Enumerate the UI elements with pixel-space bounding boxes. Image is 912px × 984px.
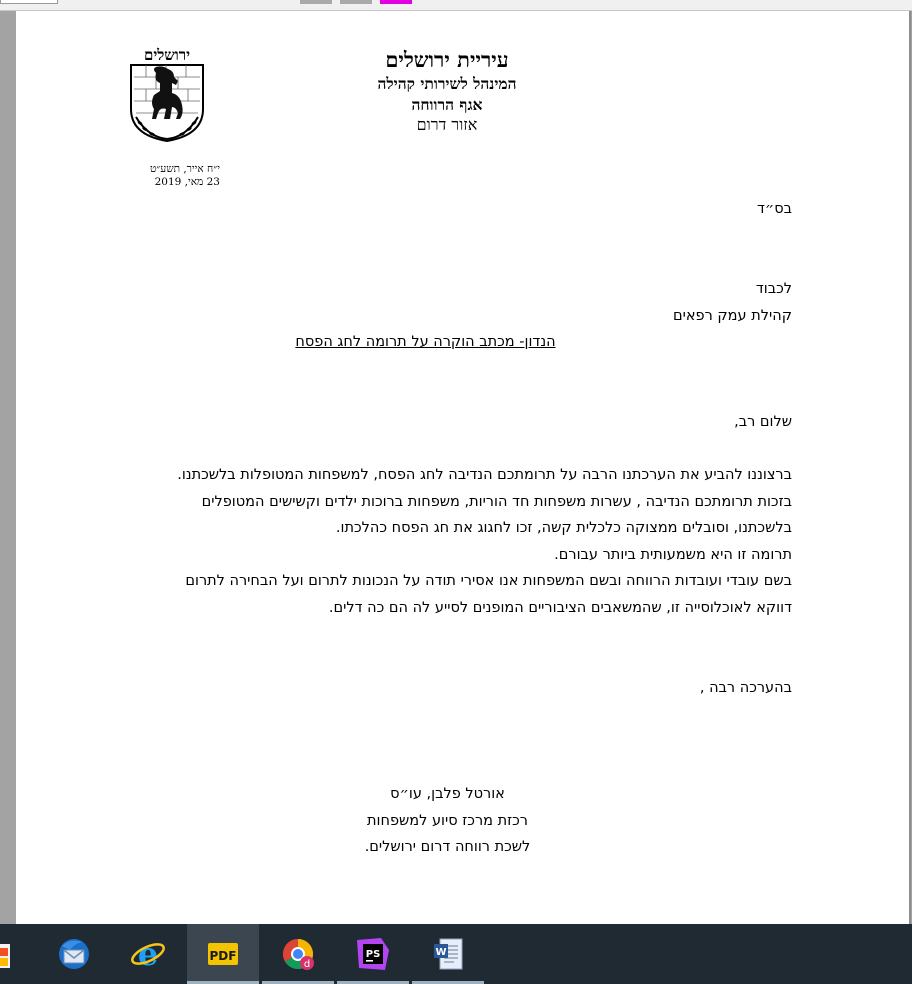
taskbar <box>0 924 912 984</box>
internet-explorer-icon <box>130 936 166 972</box>
toolbar-field[interactable] <box>0 0 58 4</box>
org-name: עיריית ירושלים <box>385 47 509 72</box>
taskbar-store[interactable] <box>0 924 18 984</box>
svg-text:PS: PS <box>365 949 381 960</box>
taskbar-chrome[interactable] <box>262 924 334 984</box>
svg-text:W: W <box>435 947 447 958</box>
signature-title: רכזת מרכז סיוע למשפחות <box>366 813 528 829</box>
pdf-reader-icon <box>205 936 241 972</box>
chrome-icon <box>280 936 316 972</box>
body-line: בזכות תרומתכם הנדיבה , עשרות משפחות חד הוריות, משפחות ברוכות ילדים וקשישים המטופלים <box>201 494 792 510</box>
taskbar-phpstorm[interactable] <box>337 924 409 984</box>
body-line: דווקא לאוכלוסייה זו, שהמשאבים הציבוריים המופנים לסייע לה הם כה דלים. <box>328 600 792 616</box>
toolbar-button-1[interactable] <box>300 0 332 4</box>
svg-text:d: d <box>303 959 311 970</box>
svg-text:e: e <box>137 936 159 972</box>
jerusalem-emblem-icon <box>126 47 208 143</box>
taskbar-pdf-reader[interactable] <box>187 924 259 984</box>
emblem-text: ירושלים <box>143 47 191 64</box>
body-line: בשם עובדי ועובדות הרווחה ובשם המשפחות אנו אסירי תודה על הנכונות לתרום ועל הבחירה לתרום <box>185 573 792 589</box>
org-region: אזור דרום <box>416 115 478 134</box>
date-hebrew: י״ח אייר, תשע״ט <box>149 163 220 175</box>
body-line: ברצוננו להביע את הערכתנו הרבה על תרומתכם הנדיבה לחג הפסח, למשפחות המטופלות בלשכתנו. <box>177 467 792 483</box>
recipient-name: קהילת עמק רפאים <box>672 308 792 324</box>
word-document-icon <box>430 936 466 972</box>
org-administration: המינהל לשירותי קהילה <box>377 74 517 93</box>
letterhead-organization <box>316 47 578 135</box>
letter-subject: הנדון- מכתב הוקרה על תרומה לחג הפסח <box>295 334 556 350</box>
phpstorm-icon <box>355 936 391 972</box>
taskbar-word-document[interactable] <box>412 924 484 984</box>
taskbar-thunderbird[interactable] <box>38 924 110 984</box>
letter-date <box>124 163 220 189</box>
toolbar-button-2[interactable] <box>340 0 372 4</box>
signature-name: אורטל פלבן, עו״ס <box>390 786 505 802</box>
document-page <box>16 11 911 924</box>
document-viewer[interactable] <box>0 11 912 924</box>
toolbar-button-active[interactable] <box>380 0 412 4</box>
recipient-label: לכבוד <box>755 281 792 297</box>
org-department: אגף הרווחה <box>411 95 483 114</box>
body-line: בלשכתנו, וסובלים ממצוקה כלכלית קשה, זכו לחגוג את חג הפסח כהלכתו. <box>335 520 792 536</box>
taskbar-internet-explorer[interactable] <box>112 924 184 984</box>
svg-text:PDF: PDF <box>209 949 237 963</box>
body-line: תרומה זו היא משמעותית ביותר עבורם. <box>554 547 792 563</box>
thunderbird-icon <box>56 936 92 972</box>
closing: בהערכה רבה , <box>699 680 792 696</box>
bsd-mark: בס״ד <box>756 201 792 217</box>
store-icon <box>0 936 12 972</box>
signature-office: לשכת רווחה דרום ירושלים. <box>364 839 531 855</box>
viewer-toolbar <box>0 0 912 11</box>
date-gregorian: 23 מאי, 2019 <box>154 176 220 188</box>
greeting: שלום רב, <box>734 414 792 430</box>
